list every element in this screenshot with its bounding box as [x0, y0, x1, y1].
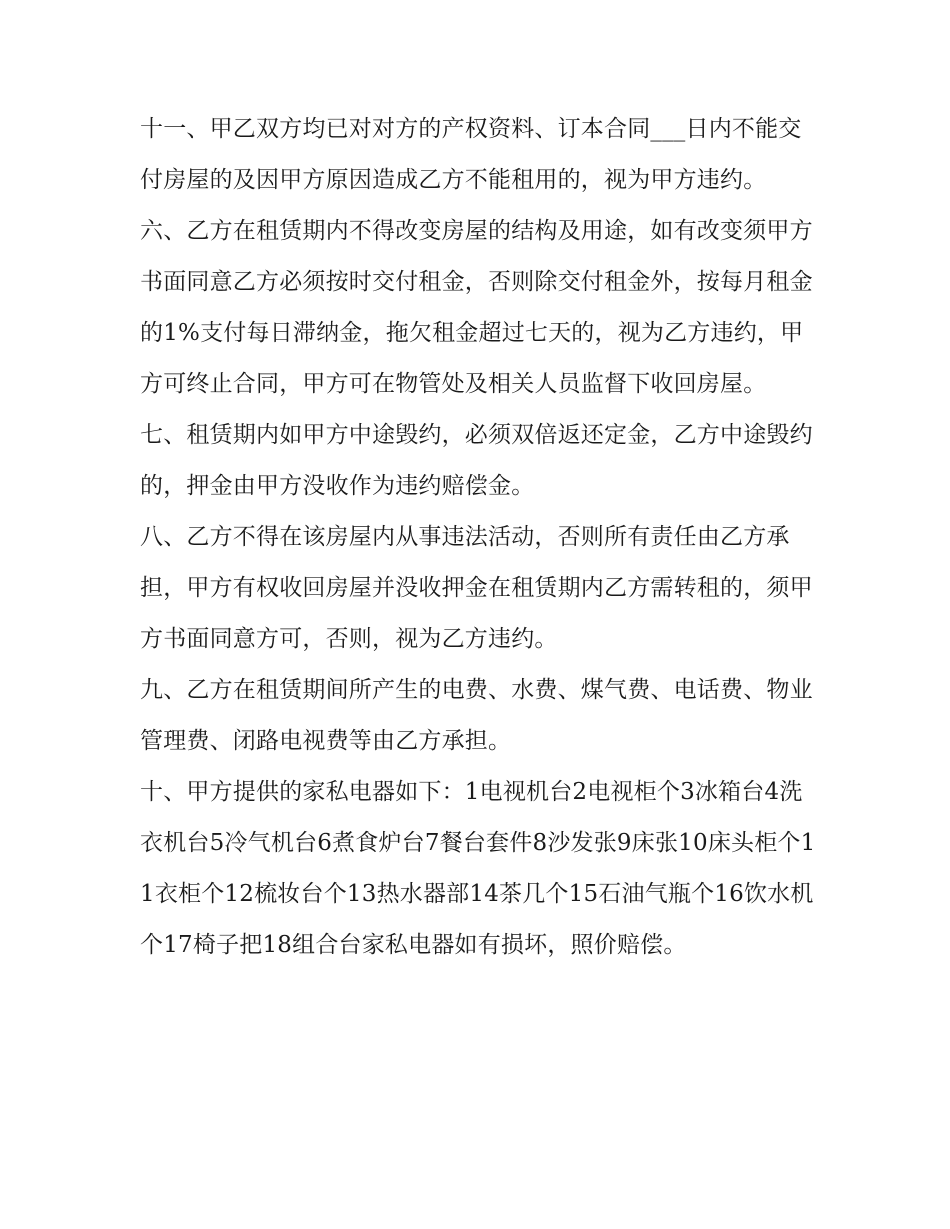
clause-10: 十、甲方提供的家私电器如下：1电视机台2电视柜个3冰箱台4洗衣机台5冷气机台6煮食炉台7餐台套件8沙发张9床张10床头柜个11衣柜个12梳妆台个13热水器部14茶几个15石油气瓶个16饮水机个17椅子把18组合台家私电器如有损坏，照价赔偿。 — [140, 779, 816, 958]
clause-8: 八、乙方不得在该房屋内从事违法活动，否则所有责任由乙方承担，甲方有权收回房屋并没收押金在租赁期内乙方需转租的，须甲方书面同意方可，否则，视为乙方违约。 — [140, 524, 813, 652]
clause-9: 九、乙方在租赁期间所产生的电费、水费、煤气费、电话费、物业管理费、闭路电视费等由乙方承担。 — [140, 677, 813, 754]
clause-7: 七、租赁期内如甲方中途毁约，必须双倍返还定金，乙方中途毁约的，押金由甲方没收作为违约赔偿金。 — [140, 422, 813, 499]
document-body — [140, 104, 820, 971]
clause-6: 六、乙方在租赁期内不得改变房屋的结构及用途，如有改变须甲方书面同意乙方必须按时交付租金，否则除交付租金外，按每月租金的1%支付每日滞纳金，拖欠租金超过七天的，视为乙方违约，甲方可终止合同，甲方可在物管处及相关人员监督下收回房屋。 — [140, 218, 813, 397]
clause-11: 十一、甲乙双方均已对对方的产权资料、订本合同___日内不能交付房屋的及因甲方原因造成乙方不能租用的，视为甲方违约。 — [140, 116, 802, 193]
